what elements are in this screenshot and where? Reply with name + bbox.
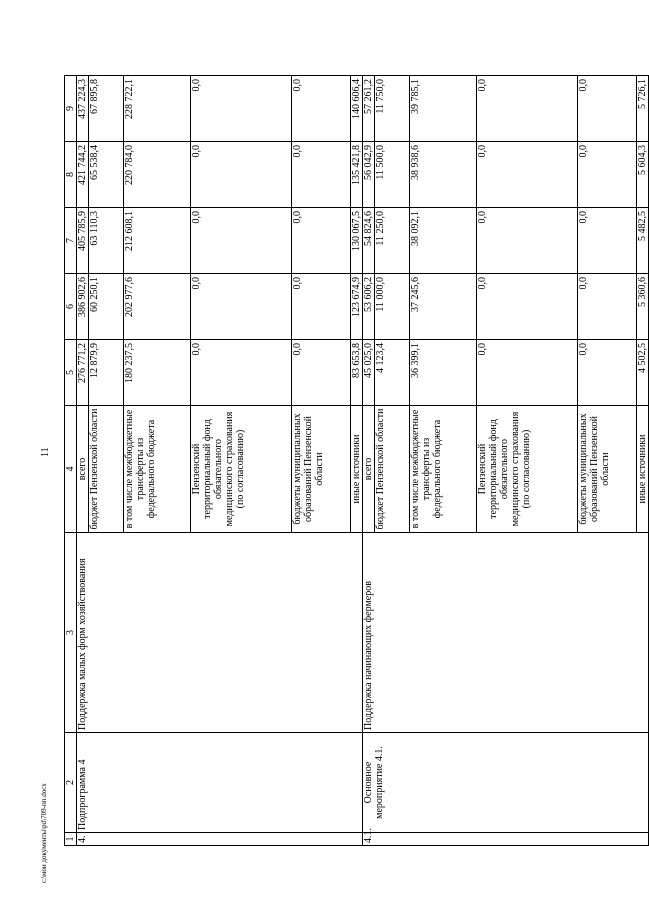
amount-cell: 5 360,6 bbox=[637, 274, 649, 340]
amount-cell: 0,0 bbox=[191, 208, 292, 274]
amount-cell: 83 653,8 bbox=[351, 340, 363, 406]
amount-cell: 0,0 bbox=[578, 208, 637, 274]
amount-cell: 36 399,1 bbox=[410, 340, 477, 406]
funding-source: бюджеты муниципальных образований Пензенской области bbox=[292, 406, 351, 533]
amount-cell: 38 938,6 bbox=[410, 142, 477, 208]
program-name: Основное мероприятие 4.1. bbox=[363, 733, 649, 833]
funding-source: бюджет Пензенской области bbox=[89, 406, 124, 533]
amount-cell: 437 224,3 bbox=[77, 76, 89, 142]
amount-cell: 54 824,6 bbox=[363, 208, 375, 274]
program-title: Поддержка начинающих фермеров bbox=[363, 533, 649, 733]
funding-source: бюджеты муниципальных образований Пензенской области bbox=[578, 406, 637, 533]
funding-source: в том числе межбюджетные трансферты из федерального бюджета bbox=[124, 406, 191, 533]
amount-cell: 0,0 bbox=[578, 274, 637, 340]
funding-source: в том числе межбюджетные трансферты из федерального бюджета bbox=[410, 406, 477, 533]
program-name: Подпрограмма 4 bbox=[77, 733, 363, 833]
amount-cell: 56 042,9 bbox=[363, 142, 375, 208]
budget-table bbox=[64, 75, 649, 846]
amount-cell: 0,0 bbox=[578, 340, 637, 406]
amount-cell: 421 744,2 bbox=[77, 142, 89, 208]
amount-cell: 0,0 bbox=[191, 142, 292, 208]
amount-cell: 135 421,8 bbox=[351, 142, 363, 208]
amount-cell: 0,0 bbox=[292, 340, 351, 406]
column-number: 6 bbox=[65, 274, 77, 340]
amount-cell: 0,0 bbox=[292, 142, 351, 208]
amount-cell: 60 250,1 bbox=[89, 274, 124, 340]
funding-source: Пензенский территориальный фонд обязательного медицинского страхования (по согласованию) bbox=[477, 406, 578, 533]
amount-cell: 5 726,1 bbox=[637, 76, 649, 142]
amount-cell: 11 750,0 bbox=[375, 76, 410, 142]
amount-cell: 5 482,5 bbox=[637, 208, 649, 274]
page-number: 11 bbox=[40, 447, 51, 457]
amount-cell: 0,0 bbox=[477, 142, 578, 208]
column-number: 8 bbox=[65, 142, 77, 208]
amount-cell: 220 784,0 bbox=[124, 142, 191, 208]
amount-cell: 11 000,0 bbox=[375, 274, 410, 340]
amount-cell: 63 110,3 bbox=[89, 208, 124, 274]
amount-cell: 11 250,0 bbox=[375, 208, 410, 274]
funding-source: Пензенский территориальный фонд обязательного медицинского страхования (по согласованию) bbox=[191, 406, 292, 533]
amount-cell: 0,0 bbox=[477, 208, 578, 274]
amount-cell: 11 500,0 bbox=[375, 142, 410, 208]
section-number: 4. bbox=[77, 833, 363, 846]
table-row bbox=[363, 76, 375, 846]
amount-cell: 65 538,4 bbox=[89, 142, 124, 208]
column-number: 7 bbox=[65, 208, 77, 274]
amount-cell: 123 674,9 bbox=[351, 274, 363, 340]
amount-cell: 180 237,5 bbox=[124, 340, 191, 406]
amount-cell: 202 977,6 bbox=[124, 274, 191, 340]
amount-cell: 38 092,1 bbox=[410, 208, 477, 274]
amount-cell: 0,0 bbox=[477, 76, 578, 142]
amount-cell: 57 261,2 bbox=[363, 76, 375, 142]
amount-cell: 0,0 bbox=[191, 274, 292, 340]
amount-cell: 0,0 bbox=[292, 274, 351, 340]
header-row bbox=[65, 76, 77, 846]
funding-source: бюджет Пензенской области bbox=[375, 406, 410, 533]
amount-cell: 67 895,8 bbox=[89, 76, 124, 142]
amount-cell: 37 245,6 bbox=[410, 274, 477, 340]
funding-source: иные источники bbox=[351, 406, 363, 533]
funding-source: всего bbox=[363, 406, 375, 533]
amount-cell: 0,0 bbox=[477, 340, 578, 406]
amount-cell: 228 722,1 bbox=[124, 76, 191, 142]
amount-cell: 45 025,0 bbox=[363, 340, 375, 406]
column-number: 5 bbox=[65, 340, 77, 406]
amount-cell: 39 785,1 bbox=[410, 76, 477, 142]
amount-cell: 0,0 bbox=[292, 208, 351, 274]
amount-cell: 130 067,5 bbox=[351, 208, 363, 274]
amount-cell: 212 608,1 bbox=[124, 208, 191, 274]
column-number: 4 bbox=[65, 406, 77, 533]
funding-source: иные источники bbox=[637, 406, 649, 533]
amount-cell: 405 785,9 bbox=[77, 208, 89, 274]
amount-cell: 12 879,9 bbox=[89, 340, 124, 406]
amount-cell: 386 902,6 bbox=[77, 274, 89, 340]
amount-cell: 276 771,2 bbox=[77, 340, 89, 406]
section-number: 4.1. bbox=[363, 833, 649, 846]
amount-cell: 53 606,2 bbox=[363, 274, 375, 340]
amount-cell: 0,0 bbox=[191, 340, 292, 406]
amount-cell: 5 604,3 bbox=[637, 142, 649, 208]
column-number: 3 bbox=[65, 533, 77, 733]
funding-source: всего bbox=[77, 406, 89, 533]
amount-cell: 0,0 bbox=[578, 142, 637, 208]
amount-cell: 0,0 bbox=[477, 274, 578, 340]
table-row bbox=[77, 76, 89, 846]
amount-cell: 4 502,5 bbox=[637, 340, 649, 406]
amount-cell: 140 606,4 bbox=[351, 76, 363, 142]
column-number: 1 bbox=[65, 833, 77, 846]
amount-cell: 4 123,4 bbox=[375, 340, 410, 406]
footer-file-path: c:\мои документы\pd\709-пп.docx bbox=[40, 783, 48, 883]
column-number: 9 bbox=[65, 76, 77, 142]
amount-cell: 0,0 bbox=[292, 76, 351, 142]
column-number: 2 bbox=[65, 733, 77, 833]
program-title: Поддержка малых форм хозяйствования bbox=[77, 533, 363, 733]
amount-cell: 0,0 bbox=[191, 76, 292, 142]
amount-cell: 0,0 bbox=[578, 76, 637, 142]
